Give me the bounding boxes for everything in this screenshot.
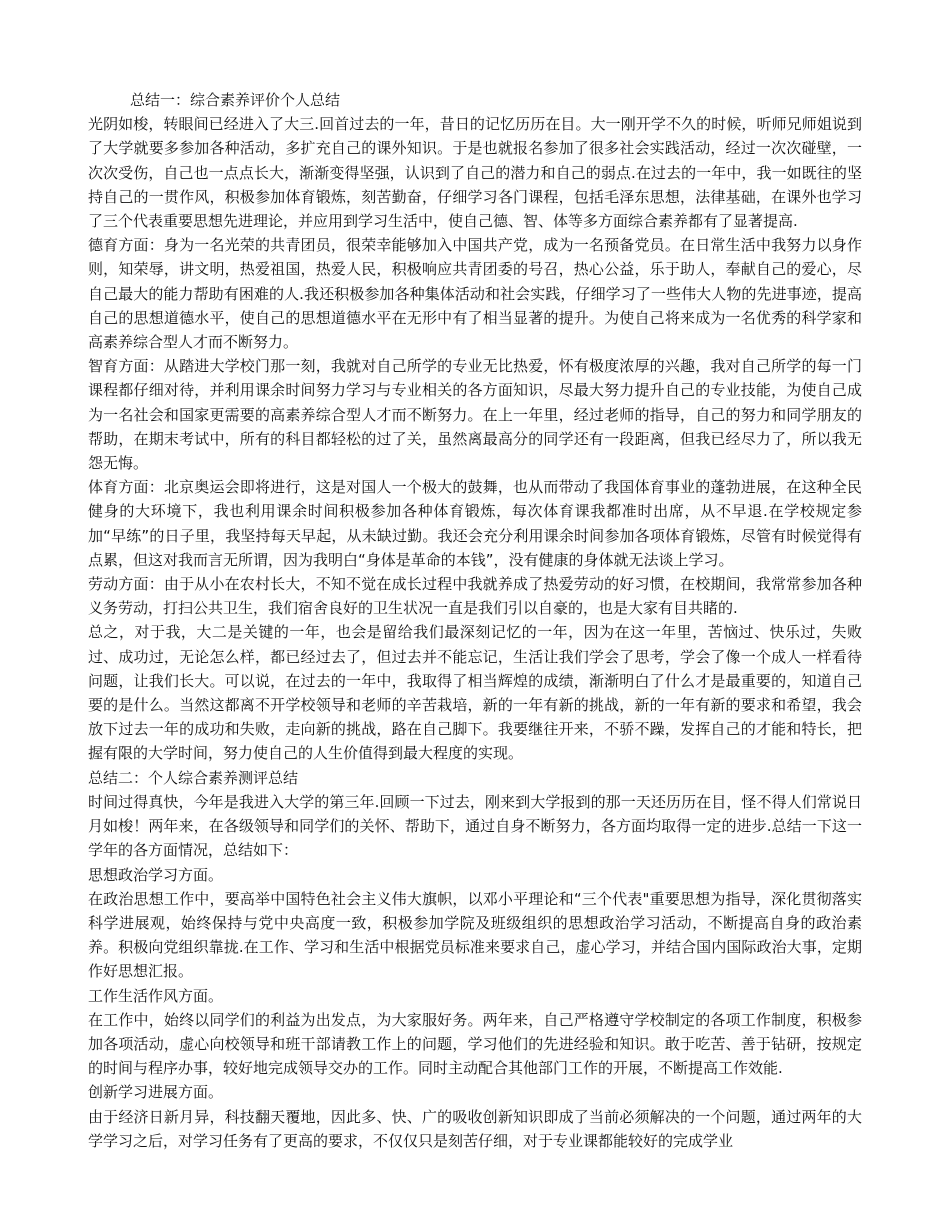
document-body bbox=[88, 88, 862, 1153]
paragraph-labor: 劳动方面：由于从小在农村长大，不知不觉在成长过程中我就养成了热爱劳动的好习惯，在校期间，我常常参加各种义务劳动，打扫公共卫生，我们宿舍良好的卫生状况一直是我们引以自豪的，也是大家有目共睹的. bbox=[88, 575, 862, 618]
paragraph-summary-2-intro: 时间过得真快，今年是我进入大学的第三年.回顾一下过去，刚来到大学报到的那一天还历历在目，怪不得人们常说日月如梭！两年来，在各级领导和同学们的关怀、帮助下，通过自身不断努力，各方面均取得一定的进步.总结一下这一学年的各方面情况，总结如下： bbox=[88, 792, 862, 860]
paragraph-intro: 光阴如梭，转眼间已经进入了大三.回首过去的一年，昔日的记忆历历在目。大一刚开学不久的时候，听师兄师姐说到了大学就要多参加各种活动，多扩充自己的课外知识。于是也就报名参加了很多社会实践活动，经过一次次碰壁，一次次受伤，自己也一点点长大，渐渐变得坚强，认识到了自己的潜力和自己的弱点.在过去的一年中，我一如既往的坚持自己的一贯作风，积极参加体育锻炼，刻苦勤奋，仔细学习各门课程，包括毛泽东思想，法律基础，在课外也学习了三个代表重要思想先进理论，并应用到学习生活中，使自己德、智、体等多方面综合素养都有了显著提高. bbox=[88, 115, 862, 231]
section-heading-summary-1: 总结一：综合素养评价个人总结 bbox=[130, 91, 341, 109]
section-heading-summary-2: 总结二：个人综合素养测评总结 bbox=[88, 768, 299, 787]
subheading-work-style: 工作生活作风方面。 bbox=[88, 986, 224, 1005]
paragraph-innovation-study: 由于经济日新月异，科技翻天覆地，因此多、快、广的吸收创新知识即成了当前必须解决的一个问题，通过两年的大学学习之后，对学习任务有了更高的要求，不仅仅只是刻苦仔细，对于专业课都能较好的完成学业 bbox=[88, 1107, 862, 1150]
paragraph-conclusion: 总之，对于我，大二是关键的一年，也会是留给我们最深刻记忆的一年，因为在这一年里，苦恼过、快乐过，失败过、成功过，无论怎么样，都已经过去了，但过去并不能忘记，生活让我们学会了思考，学会了像一个成人一样看待问题，让我们长大。可以说，在过去的一年中，我取得了相当辉煌的成绩，渐渐明白了什么才是最重要的，知道自己要的是什么。当然这都离不开学校领导和老师的辛苦栽培，新的一年有新的挑战，新的一年有新的要求和希望，我会放下过去一年的成功和失败，走向新的挑战，路在自己脚下。我要继往开来，不骄不躁，发挥自己的才能和特长，把握有限的大学时间，努力使自己的人生价值得到最大程度的实现。 bbox=[88, 623, 862, 763]
paragraph-political-study: 在政治思想工作中，要高举中国特色社会主义伟大旗帜，以邓小平理论和“三个代表"重要思想为指导，深化贯彻落实科学进展观，始终保持与党中央高度一致，积极参加学院及班级组织的思想政治学习活动，不断提高自身的政治素养。积极向党组织靠拢.在工作、学习和生活中根据党员标准来要求自己，虚心学习，并结合国内国际政治大事，定期作好思想汇报。 bbox=[88, 889, 862, 981]
subheading-innovation-study: 创新学习进展方面。 bbox=[88, 1083, 224, 1102]
paragraph-physical-education: 体育方面：北京奥运会即将进行，这是对国人一个极大的鼓舞，也从而带动了我国体育事业的蓬勃进展，在这种全民健身的大环境下，我也利用课余时间积极参加各种体育锻炼，每次体育课我都准时出席，从不早退.在学校规定参加“早练”的日子里，我坚持每天早起，从未缺过勤。我还会充分利用课余时间参加各项体育锻炼，尽管有时候觉得有点累，但这对我而言无所谓，因为我明白“身体是革命的本钱”，没有健康的身体就无法谈上学习。 bbox=[88, 478, 862, 569]
paragraph-moral-education: 德育方面：身为一名光荣的共青团员，很荣幸能够加入中国共产党，成为一名预备党员。在日常生活中我努力以身作则，知荣辱，讲文明，热爱祖国，热爱人民，积极响应共青团委的号召，热心公益，乐于助人，奉献自己的爱心，尽自己最大的能力帮助有困难的人.我还积极参加各种集体活动和社会实践，仔细学习了一些伟大人物的先进事迹，提高自己的思想道德水平，使自己的思想道德水平在无形中有了相当显著的提升。为使自己将来成为一名优秀的科学家和高素养综合型人才而不断努力。 bbox=[88, 236, 862, 352]
subheading-political-study: 思想政治学习方面。 bbox=[88, 865, 224, 884]
paragraph-intellectual-education: 智育方面：从踏进大学校门那一刻，我就对自己所学的专业无比热爱，怀有极度浓厚的兴趣，我对自己所学的每一门课程都仔细对待，并利用课余时间努力学习与专业相关的各方面知识，尽最大努力提升自己的专业技能，为使自己成为一名社会和国家更需要的高素养综合型人才而不断努力。在上一年里，经过老师的指导，自己的努力和同学朋友的帮助，在期末考试中，所有的科目都轻松的过了关，虽然离最高分的同学还有一段距离，但我已经尽力了，所以我无怨无悔。 bbox=[88, 357, 862, 473]
paragraph-work-style: 在工作中，始终以同学们的利益为出发点，为大家服好务。两年来，自己严格遵守学校制定的各项工作制度，积极参加各项活动，虚心向校领导和班干部请教工作上的问题，学习他们的先进经验和知识。敢于吃苦、善于钻研，按规定的时间与程序办事，较好地完成领导交办的工作。同时主动配合其他部门工作的开展，不断提高工作效能. bbox=[88, 1010, 862, 1078]
